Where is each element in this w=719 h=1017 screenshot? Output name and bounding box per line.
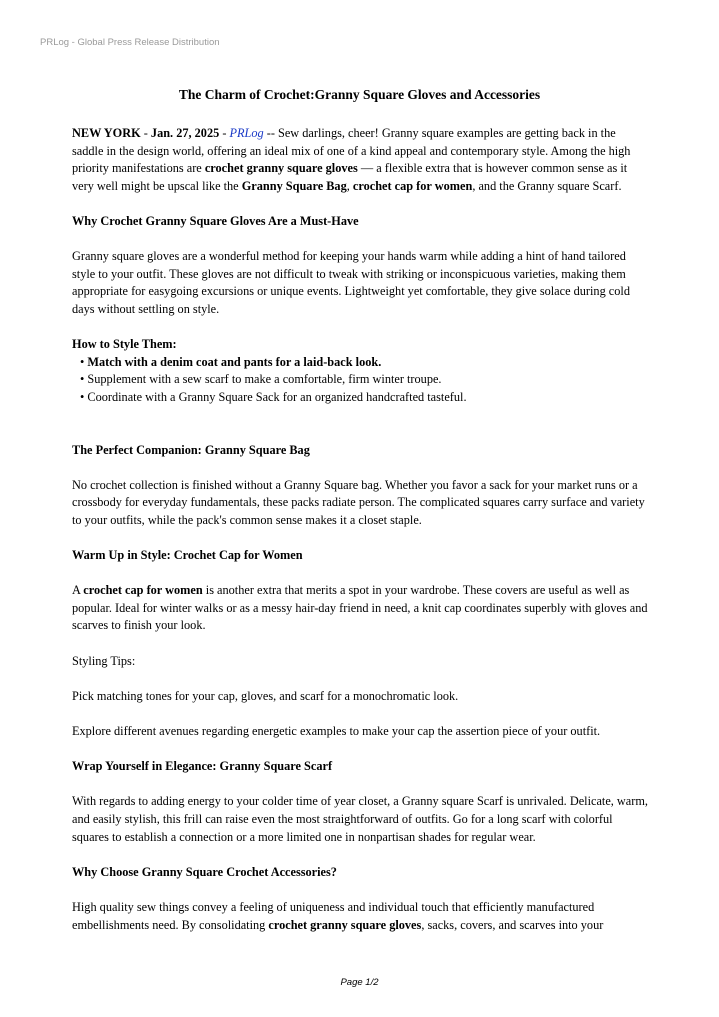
section-paragraph xyxy=(72,582,650,635)
section-heading: Why Crochet Granny Square Gloves Are a Must-Have xyxy=(72,213,359,228)
intro-text: , and the Granny square Scarf. xyxy=(472,178,622,193)
section-paragraph: With regards to adding energy to your colder time of year closet, a Granny square Scarf is unrivaled. Delicate, warm, and easily stylish, this frill can raise even the most straightforward of outfits. Go for a long scarf with colorful squares to establish a connection or a more limited one in nonpartisan shades for regular wear. xyxy=(72,794,649,844)
prlog-link[interactable]: PRLog xyxy=(229,126,264,140)
list-item: • Supplement with a sew scarf to make a comfortable, firm winter troupe. xyxy=(80,371,650,389)
styling-tip: Explore different avenues regarding energetic examples to make your cap the assertion piece of your outfit. xyxy=(72,724,601,738)
styling-tips-label: Styling Tips: xyxy=(72,653,136,668)
intro-bold: Granny Square Bag xyxy=(241,178,347,193)
intro-bold: crochet cap for women xyxy=(352,178,473,193)
section-heading: Why Choose Granny Square Crochet Accessories? xyxy=(72,864,337,879)
intro-text: -- Sew darlings, cheer! Granny square examples are getting back in the saddle in the design world, offering an ideal mix of one of a kind appeal and contemporary style. Among the high priority manifestations are xyxy=(72,126,631,176)
page-header: PRLog - Global Press Release Distribution xyxy=(40,37,220,48)
paragraph-text: is another extra that merits a spot in your wardrobe. These covers are useful as well as popular. Ideal for winter walks or as a messy hair-day friend in need, a knit cap coordinates superbly with gloves and scarves to finish your look. xyxy=(72,583,648,633)
intro-text: , xyxy=(346,178,353,193)
dateline-location: NEW YORK xyxy=(72,126,141,140)
section-heading: Warm Up in Style: Crochet Cap for Women xyxy=(72,548,303,563)
intro-bold: crochet granny square gloves xyxy=(204,161,358,176)
intro-text: — a flexible extra that is however common sense as it very well might be upscal like the xyxy=(72,161,628,193)
list-item: • Coordinate with a Granny Square Sack for an organized handcrafted tasteful. xyxy=(80,389,650,407)
paragraph-text: High quality sew things convey a feeling of uniqueness and individual touch that efficiently manufactured embellishments need. By consolidating xyxy=(72,899,595,932)
paragraph-text: , sacks, covers, and scarves into your xyxy=(421,917,604,932)
styling-tip: Pick matching tones for your cap, gloves, and scarf for a monochromatic look. xyxy=(72,688,459,703)
section-heading: The Perfect Companion: Granny Square Bag xyxy=(72,442,310,457)
list-item xyxy=(80,354,650,372)
section-paragraph: Granny square gloves are a wonderful method for keeping your hands warm while adding a hint of hand tailored style to your outfit. These gloves are not difficult to tweak with striking or inconspicuous varieties, making them appropriate for easygoing excursions or unique events. Lightweight yet comfortable, they give solace during cold days without settling on style. xyxy=(72,249,630,316)
style-list xyxy=(72,354,650,407)
dateline-separator: - xyxy=(219,126,230,140)
section-heading: Wrap Yourself in Elegance: Granny Square Scarf xyxy=(72,759,333,774)
style-heading: How to Style Them: xyxy=(72,337,177,352)
document-body xyxy=(72,125,650,952)
paragraph-bold: crochet cap for women xyxy=(83,583,203,598)
dateline-date: Jan. 27, 2025 xyxy=(150,126,220,140)
paragraph-text: A xyxy=(72,583,84,598)
intro-paragraph xyxy=(72,125,650,195)
document-title: The Charm of Crochet:Granny Square Gloves and Accessories xyxy=(178,87,541,102)
page-number: Page 1/2 xyxy=(340,977,379,988)
dateline-separator: - xyxy=(140,126,151,140)
list-item-text: Match with a denim coat and pants for a laid-back look. xyxy=(87,354,382,369)
section-paragraph: No crochet collection is finished without a Granny Square bag. Whether you favor a sack for your market runs or a crossbody for everyday fundamentals, these packs radiate person. The complicated squares carry surface and variety to your outfits, while the pack's common sense makes it a closet staple. xyxy=(72,477,645,527)
paragraph-bold: crochet granny square gloves xyxy=(268,917,422,932)
section-paragraph xyxy=(72,899,650,934)
